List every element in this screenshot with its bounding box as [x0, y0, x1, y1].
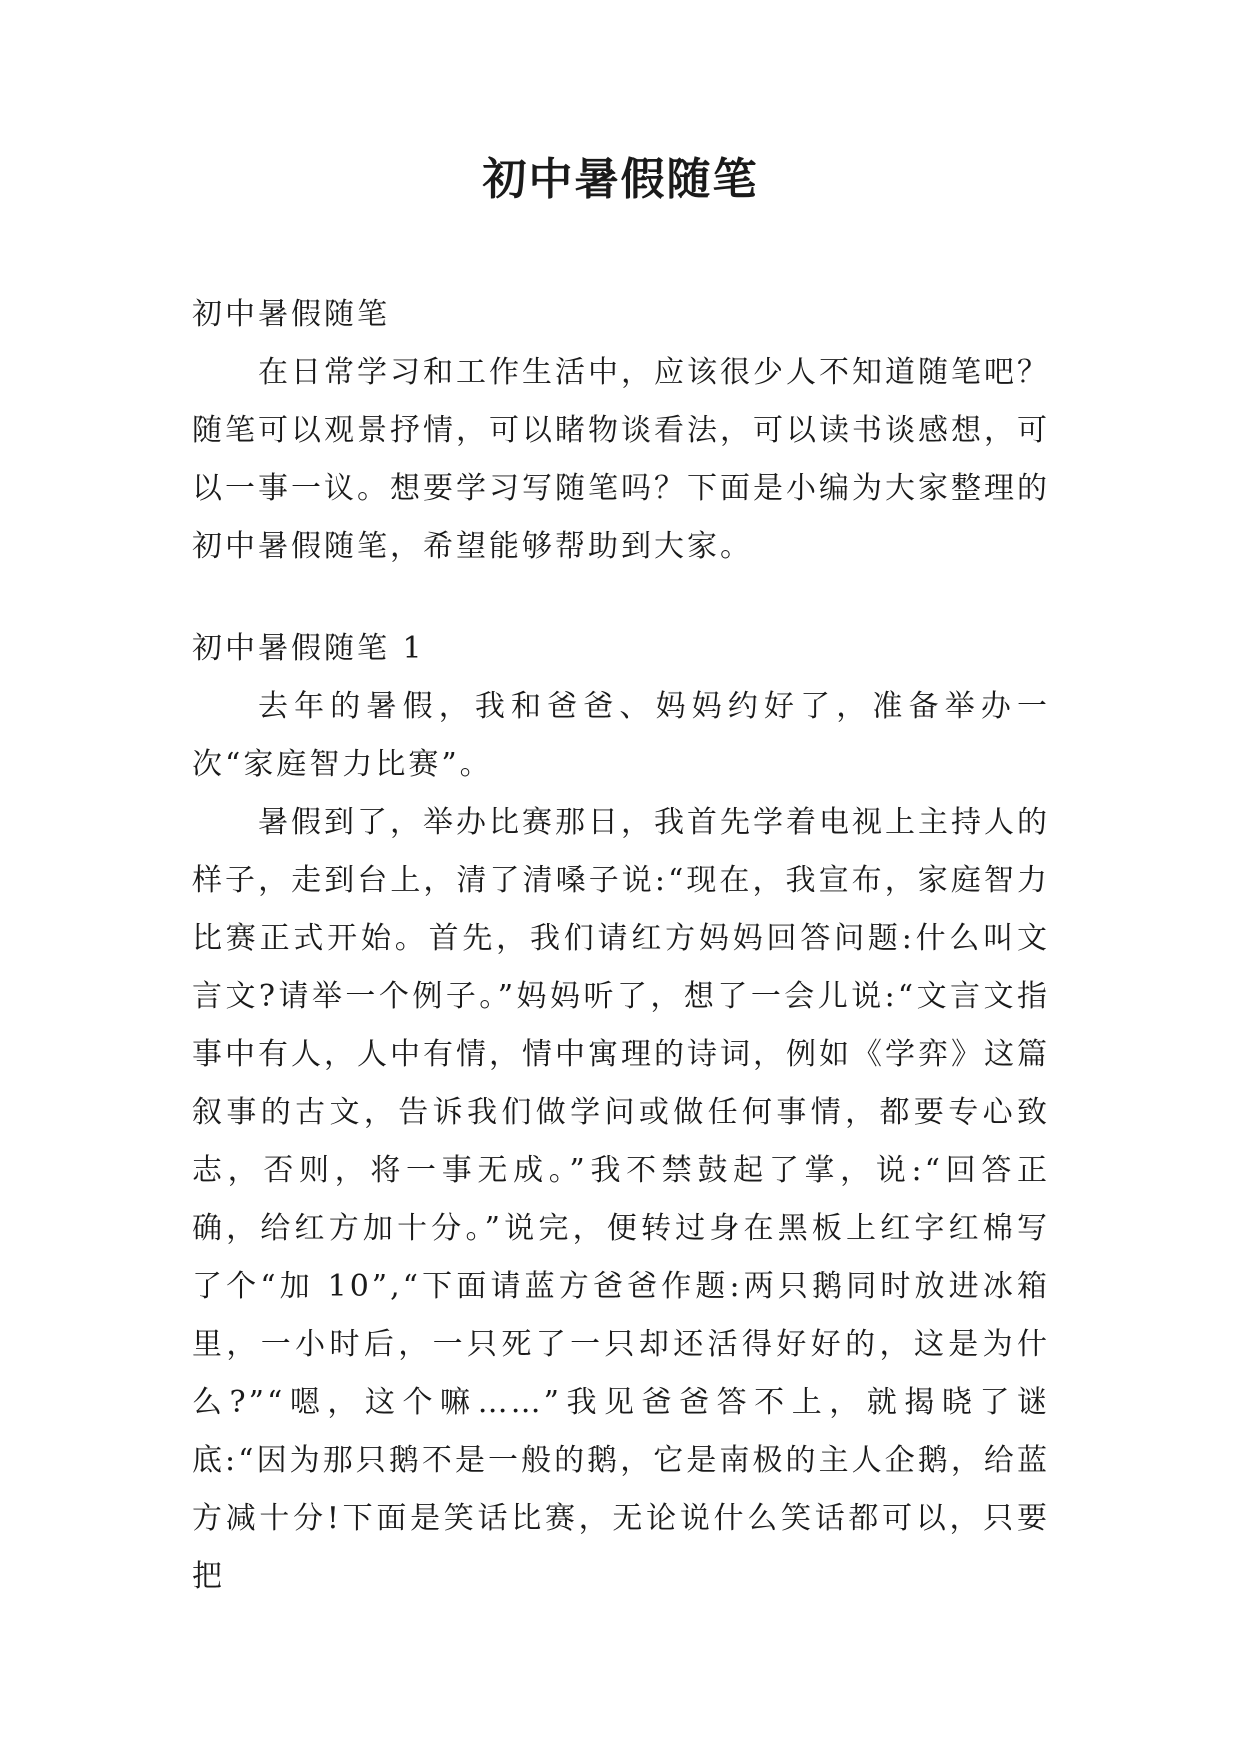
document-body	[192, 286, 1050, 1606]
section-heading: 初中暑假随笔 1	[192, 631, 425, 666]
body-paragraph-1: 去年的暑假，我和爸爸、妈妈约好了，准备举办一次“家庭智力比赛”。	[192, 689, 1050, 782]
page-title: 初中暑假随笔	[482, 154, 759, 205]
subtitle: 初中暑假随笔	[192, 297, 390, 332]
body-paragraph-2: 暑假到了，举办比赛那日，我首先学着电视上主持人的样子，走到台上，清了清嗓子说:“现在，我宣布，家庭智力比赛正式开始。首先，我们请红方妈妈回答问题:什么叫文言文?请举一个例子。”妈妈听了，想了一会儿说:“文言文指事中有人，人中有情，情中寓理的诗词，例如《学弈》这篇叙事的古文，告诉我们做学问或做任何事情，都要专心致志，否则，将一事无成。”我不禁鼓起了掌，说:“回答正确，给红方加十分。”说完，便转过身在黑板上红字红棉写了个“加 10”,“下面请蓝方爸爸作题:两只鹅同时放进冰箱里，一小时后，一只死了一只却还活得好好的，这是为什么?”“嗯，这个嘛……”我见爸爸答不上，就揭晓了谜底:“因为那只鹅不是一般的鹅，它是南极的主人企鹅，给蓝方减十分!下面是笑话比赛，无论说什么笑话都可以，只要把	[192, 805, 1050, 1594]
intro-paragraph: 在日常学习和工作生活中，应该很少人不知道随笔吧？随笔可以观景抒情，可以睹物谈看法，可以读书谈感想，可以一事一议。想要学习写随笔吗？下面是小编为大家整理的初中暑假随笔，希望能够帮助到大家。	[192, 355, 1050, 564]
paragraph-gap	[192, 576, 1050, 620]
